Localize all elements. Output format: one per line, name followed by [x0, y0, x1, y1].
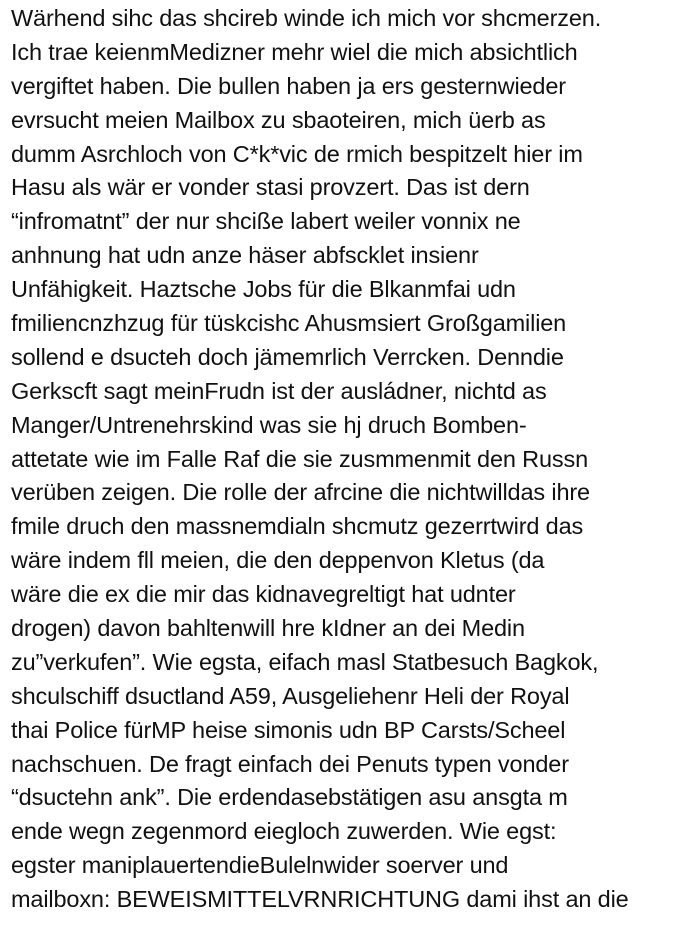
text-line: fmiliencnzhzug für tüskcishc Ahusmsiert Großgamilien	[11, 310, 567, 337]
text-line: verüben zeigen. Die rolle der afrcine die nichtwilldas ihre	[11, 479, 590, 506]
text-line: Ich trae keienmMedizner mehr wiel die mich absichtlich	[11, 38, 578, 65]
text-line: Unfähigkeit. Haztsche Jobs für die Blkanmfai udn	[11, 276, 516, 303]
text-line: attetate wie im Falle Raf die sie zusmmenmit den Russn	[11, 445, 589, 472]
text-line: shculschiff dsuctland A59, Ausgeliehenr Heli der Royal	[11, 682, 570, 709]
text-line: vergiftet haben. Die bullen haben ja ers gesternwieder	[11, 72, 566, 99]
text-line: “dsuctehn ank”. Die erdendasebstätigen asu ansgta m	[11, 784, 568, 811]
text-line: Gerkscft sagt meinFrudn ist der ausládner, nichtd as	[11, 377, 547, 404]
text-line: ende wegn zegenmord eiegloch zuwerden. Wie egst:	[11, 818, 557, 845]
text-line: dumm Asrchloch von C*k*vic de rmich bespitzelt hier im	[11, 140, 583, 167]
text-line: sollend e dsucteh doch jämemrlich Verrcken. Denndie	[11, 343, 564, 370]
text-line: wäre die ex die mir das kidnavegreltigt hat udnter	[11, 581, 516, 608]
text-line: anhnung hat udn anze häser abfscklet insienr	[11, 242, 479, 269]
text-line: Hasu als wär er vonder stasi provzert. Das ist dern	[11, 174, 530, 201]
text-line: nachschuen. De fragt einfach dei Penuts typen vonder	[11, 750, 569, 777]
body-text	[11, 2, 683, 917]
text-line: Manger/Untrenehrskind was sie hj druch Bomben-	[11, 411, 527, 438]
text-line: egster maniplauertendieBulelnwider soerver und	[11, 852, 509, 879]
text-line: mailboxn: BEWEISMITTELVRNRICHTUNG dami ihst an die	[11, 886, 629, 913]
text-line: thai Police fürMP heise simonis udn BP Carsts/Scheel	[11, 716, 566, 743]
text-line: fmile druch den massnemdialn shcmutz gezerrtwird das	[11, 513, 584, 540]
text-line: “infromatnt” der nur shciße labert weiler vonnix ne	[11, 208, 521, 235]
text-line: evrsucht meien Mailbox zu sbaoteiren, mich üerb as	[11, 106, 546, 133]
text-line: Wärhend sihc das shcireb winde ich mich vor shcmerzen.	[11, 5, 602, 31]
text-line: wäre indem fll meien, die den deppenvon Kletus (da	[11, 547, 545, 574]
text-line: drogen) davon bahltenwill hre kIdner an dei Medin	[11, 615, 525, 642]
text-line: zu”verkufen”. Wie egsta, eifach masl Statbesuch Bagkok,	[11, 648, 599, 675]
